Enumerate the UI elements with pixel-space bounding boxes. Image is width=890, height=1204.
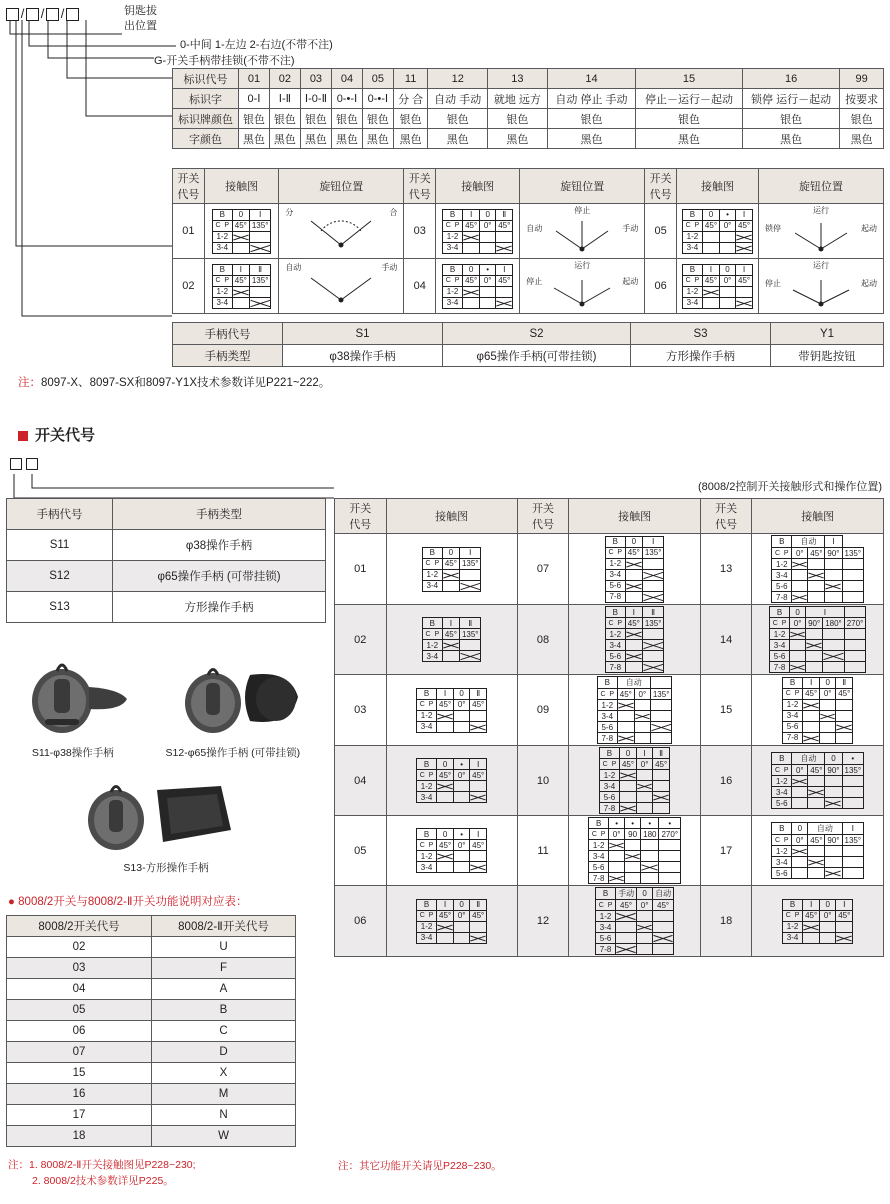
cell: 黑色 [428,129,488,149]
cell: φ65操作手柄(可带挂锁) [443,345,631,367]
handle-code: S13 [7,592,113,623]
switch-code: 16 [700,746,752,816]
table-row [173,204,884,259]
cell: 15 [636,69,743,89]
top-note [18,374,330,390]
contact-grid: B 0 Ⅰ C P 45° 135° 1-2 3-4 [422,547,482,592]
contact-diagram [752,746,884,816]
cell: U [152,937,296,958]
cell: 99 [840,69,884,89]
table-row [7,1063,296,1084]
right-note: (8008/2控制开关接触形式和操作位置) [698,481,882,493]
contact-grid: B 0 • Ⅰ C P 45° 0° 45° 1-2 3-4 [442,264,513,309]
knob-label-left: 分 [285,208,294,217]
knob-label-center: 运行 [574,261,591,270]
knob-label-right: 起动 [861,279,877,288]
cell: 按要求 [840,89,884,109]
contact-diagram [569,816,701,886]
contact-grid: B 手动 0 自动 C P 45° 0° 45° 1-2 3-4 5-6 7-8 [595,887,674,955]
cell: 银色 [428,109,488,129]
contact-diagram [386,534,517,605]
key-note-line-2: 出位置 [124,19,157,32]
cell: 黑色 [547,129,635,149]
table-row [7,1021,296,1042]
switch-code: 15 [700,675,752,746]
contact-diagram [386,675,517,746]
table-row [7,1084,296,1105]
cell: 12 [428,69,488,89]
table-header-row [7,499,326,530]
cell: 18 [7,1126,152,1147]
contact-grid: B Ⅰ Ⅱ C P 45° 135° 1-2 3-4 5-6 7-8 [605,606,665,673]
bottom-note-line-1: 注：1. 8008/2-Ⅱ开关接触图见P228~230; [8,1159,196,1171]
handle-top-body [173,323,884,367]
handle-type: φ65操作手柄 (可带挂锁) [113,561,326,592]
col-header-code-l2: 代号 [715,519,738,531]
table-header-row [173,169,884,204]
knob-diagram [522,260,642,312]
col-header-code [700,499,752,534]
contact-grid: B Ⅰ 0 Ⅱ C P 45° 0° 45° 1-2 3-4 5-6 7-8 [782,677,853,744]
col-header: 开关代号 [645,169,677,204]
cell: 自动 停止 手动 [547,89,635,109]
code-slot-a [10,458,22,470]
cell: φ38操作手柄 [283,345,443,367]
cell: Ⅰ-Ⅱ [269,89,300,109]
cell: 锁停 运行－起动 [742,89,840,109]
contact-grid: B Ⅰ 0 Ⅱ C P 45° 0° 45° 1-2 3-4 [416,899,487,944]
contact-diagram [436,259,520,314]
contact-diagram [386,886,517,957]
cell: 15 [7,1063,152,1084]
col-header: 8008/2开关代号 [7,916,152,937]
col-header-diagram: 接触图 [569,499,701,534]
switch-code: 05 [645,204,677,259]
cell: 黑色 [488,129,548,149]
knob-label-center: 停止 [574,206,591,215]
cell: 05 [362,69,393,89]
knob-label-center: 运行 [813,261,829,270]
col-header: 8008/2-Ⅱ开关代号 [152,916,296,937]
cell: 黑色 [840,129,884,149]
table-row [7,1105,296,1126]
col-header-diagram: 接触图 [752,499,884,534]
contact-diagram [436,204,520,259]
cell: B [152,1000,296,1021]
contact-grid: B 0 Ⅰ C P 45° 135° 1-2 3-4 [212,209,272,254]
row-label: 手柄类型 [173,345,283,367]
cell: 银色 [239,109,270,129]
cell: 黑色 [362,129,393,149]
knob-position-diagram [520,204,645,259]
contact-diagram [752,534,884,605]
knob-position-diagram [759,259,884,314]
contact-grid: B Ⅰ 0 Ⅰ C P 45° 0° 45° 1-2 3-4 [682,264,753,309]
cell: 14 [547,69,635,89]
switch-code: 04 [404,259,436,314]
knob-label-left: 锁停 [765,224,781,233]
knob-vectors [761,205,881,257]
contact-diagram [204,204,278,259]
cell: 方形操作手柄 [631,345,771,367]
handle-type: φ38操作手柄 [113,530,326,561]
contact-grid: B Ⅰ 0 Ⅱ C P 45° 0° 45° 1-2 3-4 [416,688,487,733]
table-row [173,323,884,345]
table-row [173,69,884,89]
switch-code-mapping-table [6,915,296,1147]
cell: Y1 [771,323,884,345]
col-header: 接触图 [436,169,520,204]
section-code-box [10,458,38,473]
switch-code: 18 [700,886,752,957]
cell: 银色 [331,109,362,129]
code-slot-b [26,458,38,470]
table-row [335,886,884,957]
knob-label-right: 手动 [622,224,639,233]
handle-photo-s12 [180,649,305,741]
table-row [335,746,884,816]
contact-diagram [752,816,884,886]
bottom-note-line-2: 2. 8008/2技术参数详见P225。 [32,1174,174,1187]
product-photos [6,645,326,875]
col-header-code [517,499,569,534]
cell: 黑色 [269,129,300,149]
col-header: 旋钮位置 [759,169,884,204]
table-row [173,89,884,109]
contact-grid: B Ⅰ 0 Ⅱ C P 45° 0° 45° 1-2 3-4 [442,209,513,254]
contact-grid: B 自动 C P 45° 0° 135° 1-2 3-4 5-6 7-8 [597,676,673,744]
note-prefix: 注： [18,377,41,389]
switch-code: 10 [517,746,569,816]
map-table-title: ● 8008/2开关与8008/2-Ⅱ开关功能说明对应表： [8,896,248,908]
contact-grid: B 自动 Ⅰ C P 0° 45° 90° 135° 1-2 3-4 5-6 7-8 [771,535,864,603]
switch-code: 06 [335,886,387,957]
handle-code: S11 [7,530,113,561]
knob-diagram [281,205,401,257]
handle-photo-s13 [71,772,261,858]
contact-grid: B 0 Ⅰ Ⅱ C P 45° 0° 45° 1-2 3-4 5-6 7-8 [599,747,670,814]
cell: N [152,1105,296,1126]
switch-code-table [172,168,884,314]
handle-type-table-top [172,322,884,367]
col-header-code [335,499,387,534]
cell: 黑色 [742,129,840,149]
cell: 停止－运行－起动 [636,89,743,109]
knob-label-left: 自动 [285,263,302,272]
knob-label-left: 自动 [526,224,543,233]
row-label: 标识代号 [173,69,239,89]
photo-caption-s12: S12-φ65操作手柄 (可带挂锁) [165,747,301,759]
cell: 分 合 [393,89,427,109]
section-title [18,424,95,445]
red-square-icon [18,431,28,441]
switch-code: 01 [335,534,387,605]
switch-code-body [173,169,884,314]
leader-lines [4,16,179,346]
table-row [7,958,296,979]
knob-label-center: 运行 [813,206,829,215]
col-header-code-l1: 开关 [349,503,372,515]
identification-table-body [173,69,884,149]
cell: 银色 [636,109,743,129]
contact-grid: B 0 • Ⅰ C P 45° 0° 45° 1-2 3-4 [416,828,487,873]
knob-position-diagram [279,259,404,314]
knob-vectors [522,260,642,312]
contact-diagram [569,534,701,605]
col-header-code-l1: 开关 [715,503,738,515]
cell: 银色 [840,109,884,129]
table-row [7,1126,296,1147]
switch-code: 06 [645,259,677,314]
cell: 04 [331,69,362,89]
cell: 黑色 [300,129,331,149]
map-title-text: 8008/2开关与8008/2-Ⅱ开关功能说明对应表： [18,896,248,908]
switch-code: 14 [700,605,752,675]
contact-grid: B 0 自动 Ⅰ C P 0° 45° 90° 135° 1-2 3-4 5-6 [771,822,864,879]
table-row [173,109,884,129]
knob-label-right: 手动 [381,263,398,272]
switch-code: 03 [404,204,436,259]
contact-table-body [335,499,884,957]
switch-code: 04 [335,746,387,816]
cell: 银色 [742,109,840,129]
cell: 自动 手动 [428,89,488,109]
table-row [7,979,296,1000]
padlock-note: G-开关手柄带挂锁(不带不注) [154,55,295,67]
cell: 05 [7,1000,152,1021]
table-row [173,259,884,314]
switch-code: 08 [517,605,569,675]
knob-diagram [761,260,881,312]
cell: 03 [300,69,331,89]
contact-grid: B 0 • Ⅰ C P 45° 0° 45° 1-2 3-4 [416,758,487,803]
cell: 07 [7,1042,152,1063]
knob-diagram [281,260,401,312]
table-row [173,129,884,149]
cell: 11 [393,69,427,89]
cell: Ⅰ-0-Ⅱ [300,89,331,109]
col-header-code-l2: 代号 [349,519,372,531]
cell: 银色 [300,109,331,129]
cell: S1 [283,323,443,345]
contact-diagram [752,675,884,746]
cell: 0-Ⅰ [239,89,270,109]
cell: 带钥匙按钮 [771,345,884,367]
cell: 就地 远方 [488,89,548,109]
table-row [7,561,326,592]
contact-diagram [386,746,517,816]
photo-caption-s11: S11-φ38操作手柄 [31,747,114,759]
switch-code: 13 [700,534,752,605]
contact-grid: B 自动 0 • C P 0° 45° 90° 135° 1-2 3-4 5-6 [771,752,864,809]
knob-vectors [281,205,401,257]
cell: 01 [239,69,270,89]
switch-code: 02 [173,259,205,314]
knob-label-right: 起动 [861,224,877,233]
cell: 黑色 [239,129,270,149]
switch-code: 11 [517,816,569,886]
product-code-box: / / / [6,6,79,21]
switch-code: 03 [335,675,387,746]
table-row [335,605,884,675]
knob-diagram [761,205,881,257]
positions-note: 0-中间 1-左边 2-右边(不带不注) [180,39,333,51]
cell: 0-•-Ⅰ [331,89,362,109]
switch-code: 07 [517,534,569,605]
knob-vectors [522,205,642,257]
row-label: 字颜色 [173,129,239,149]
cell: 02 [7,937,152,958]
cell: 17 [7,1105,152,1126]
cell: D [152,1042,296,1063]
row-label: 标识字 [173,89,239,109]
col-header: 接触图 [677,169,759,204]
switch-code: 05 [335,816,387,886]
contact-grid: B Ⅰ 0 Ⅰ C P 45° 0° 45° 1-2 3-4 [782,899,853,944]
cell: 16 [7,1084,152,1105]
cell: C [152,1021,296,1042]
cell: 银色 [547,109,635,129]
cell: 13 [488,69,548,89]
identification-table [172,68,884,149]
section-title-text: 开关代号 [35,427,96,444]
contact-diagram [677,204,759,259]
knob-label-left: 停止 [526,277,543,286]
col-header: 手柄类型 [113,499,326,530]
table-header-row [7,916,296,937]
cell: 银色 [393,109,427,129]
note-text: 8097-X、8097-SX和8097-Y1X技术参数详见P221~222。 [41,377,331,389]
contact-grid: B Ⅰ Ⅱ C P 45° 135° 1-2 3-4 [422,617,482,662]
cell: 黑色 [636,129,743,149]
table-row [335,534,884,605]
col-header: 开关代号 [404,169,436,204]
table-row [7,1000,296,1021]
handle-code-body [7,499,326,623]
table-row [7,1042,296,1063]
knob-label-right: 合 [389,208,398,217]
cell: 04 [7,979,152,1000]
contact-grid: B 0 • Ⅰ C P 45° 0° 45° 1-2 3-4 [682,209,753,254]
contact-diagram [569,886,701,957]
table-row [7,937,296,958]
cell: M [152,1084,296,1105]
switch-code: 01 [173,204,205,259]
cell: F [152,958,296,979]
bottom-right-note [338,1158,502,1173]
cell: 银色 [488,109,548,129]
contact-diagram [204,259,278,314]
contact-diagram [752,886,884,957]
contact-grid: B • • • • C P 0° 90 180 270° 1-2 3-4 5-6 7-8 [588,817,681,884]
cell: 银色 [362,109,393,129]
contact-diagram [752,605,884,675]
col-header: 旋钮位置 [279,169,404,204]
knob-vectors [761,260,881,312]
cell: A [152,979,296,1000]
knob-label-right: 起动 [622,277,639,286]
cell: 16 [742,69,840,89]
contact-diagram [569,605,701,675]
knob-label-left: 停止 [765,279,781,288]
table-row [7,592,326,623]
row-label: 手柄代号 [173,323,283,345]
cell: 06 [7,1021,152,1042]
knob-vectors [281,260,401,312]
contact-grid: B 0 Ⅰ C P 0° 90° 180° 270° 1-2 3-4 5-6 7-8 [769,606,866,673]
contact-diagram [677,259,759,314]
contact-diagram [386,816,517,886]
col-header: 接触图 [204,169,278,204]
cell: S3 [631,323,771,345]
contact-grid: B 0 Ⅰ C P 45° 135° 1-2 3-4 5-6 7-8 [605,536,665,603]
cell: 0-•-Ⅰ [362,89,393,109]
table-row [173,345,884,367]
table-row [335,816,884,886]
table-row [7,530,326,561]
col-header: 开关代号 [173,169,205,204]
contact-diagram [569,746,701,816]
handle-code-table [6,498,326,623]
contact-diagram [569,675,701,746]
contact-diagram [386,605,517,675]
col-header-code-l2: 代号 [532,519,555,531]
photo-caption-s13: S13-方形操作手柄 [123,862,209,874]
col-header: 手柄代号 [7,499,113,530]
handle-type: 方形操作手柄 [113,592,326,623]
switch-code: 02 [335,605,387,675]
cell: 03 [7,958,152,979]
bottom-right-note-text: 注：其它功能开关请见P228~230。 [338,1160,502,1172]
bottom-left-note [8,1158,196,1190]
table-header-row [335,499,884,534]
knob-position-diagram [759,204,884,259]
switch-code: 09 [517,675,569,746]
col-header: 旋钮位置 [520,169,645,204]
table-row [335,675,884,746]
col-header-diagram: 接触图 [386,499,517,534]
contact-grid: B Ⅰ Ⅱ C P 45° 135° 1-2 3-4 [212,264,272,309]
cell: 银色 [269,109,300,129]
key-note-line-1: 钥匙拔 [124,5,157,17]
handle-photo-s11 [27,649,137,741]
knob-position-diagram [279,204,404,259]
knob-position-diagram [520,259,645,314]
switch-code: 12 [517,886,569,957]
contact-diagram-table [334,498,884,957]
col-header-code-l1: 开关 [532,503,555,515]
switch-code: 17 [700,816,752,886]
cell: X [152,1063,296,1084]
cell: S2 [443,323,631,345]
cell: W [152,1126,296,1147]
row-label: 标识牌颜色 [173,109,239,129]
cell: 02 [269,69,300,89]
handle-code: S12 [7,561,113,592]
cell: 黑色 [331,129,362,149]
knob-diagram [522,205,642,257]
cell: 黑色 [393,129,427,149]
mapping-body [7,916,296,1147]
